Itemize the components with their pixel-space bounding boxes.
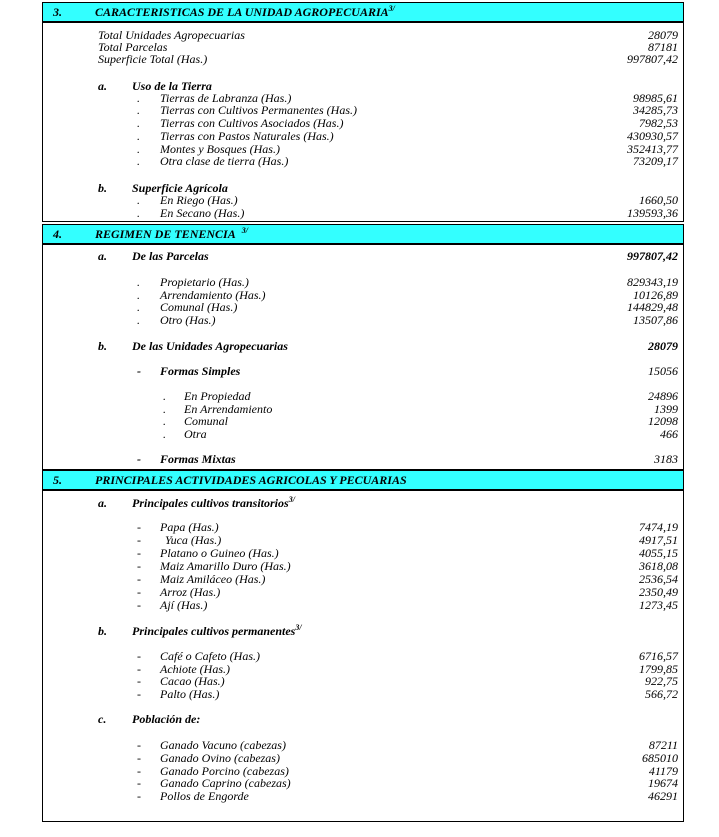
list-item-label: Montes y Bosques (Has.) [160,142,280,156]
list-item-value: 13507,86 [633,313,678,327]
list-dash: - [137,520,141,534]
list-item-value: 41179 [648,764,678,778]
list-item-label: Otra clase de tierra (Has.) [160,154,289,168]
list-item-label: Comunal [184,414,229,428]
list-item-label: Tierras con Pastos Naturales (Has.) [160,129,334,143]
list-item-label: Palto (Has.) [160,687,220,701]
permanentes-letter: b. [98,624,107,638]
list-bullet: . [137,300,140,314]
superficie-total-value: 997807,42 [627,52,678,66]
uso-tierra-title: Uso de la Tierra [132,79,212,93]
list-item-value: 430930,57 [627,129,678,143]
list-bullet: . [137,206,140,220]
list-item-value: 19674 [648,776,678,790]
list-dash: - [137,662,141,676]
transitorios-note: 3/ [288,495,295,504]
permanentes-title: Principales cultivos permanentes$^{3/}$ [132,623,302,638]
list-item-label: Maiz Amiláceo (Has.) [160,572,266,586]
list-item-value: 98985,61 [633,91,678,105]
list-dash: - [137,764,141,778]
list-item-value: 2350,49 [639,585,678,599]
list-item-value: 139593,36 [627,206,678,220]
list-item-label: Cacao (Has.) [160,674,225,688]
section-4-number: 4. [53,227,62,241]
list-bullet: . [137,288,140,302]
formas-simples-value: 15056 [648,364,678,378]
list-dash: - [137,585,141,599]
section-5-number: 5. [53,473,62,487]
list-bullet: . [137,91,140,105]
list-item-label: Achiote (Has.) [160,662,230,676]
section-4-note: 3/ [241,226,248,235]
list-dash: - [137,559,141,573]
list-item-label: Tierras con Cultivos Permanentes (Has.) [160,103,357,117]
list-item-value: 685010 [642,751,678,765]
list-bullet: . [137,193,140,207]
section-5-title: PRINCIPALES ACTIVIDADES AGRICOLAS Y PECUARIAS [95,473,407,487]
list-dash: - [137,674,141,688]
list-item-value: 12098 [648,414,678,428]
list-item-label: Ganado Porcino (cabezas) [160,764,289,778]
list-item-value: 466 [660,427,678,441]
list-item-value: 46291 [648,789,678,803]
list-dash: - [137,687,141,701]
list-dash: - [137,598,141,612]
list-dash: - [137,649,141,663]
list-item-value: 352413,77 [627,142,678,156]
list-bullet: . [137,116,140,130]
list-item-label: En Propiedad [184,389,251,403]
list-item-label: Arroz (Has.) [160,585,221,599]
section-3-number: 3. [53,5,62,19]
list-item-value: 24896 [648,389,678,403]
section-3-title: CARACTERISTICAS DE LA UNIDAD $AGROPECUARIA^{3/}$ [95,4,395,19]
list-item-label: Pollos de Engorde [160,789,249,803]
list-item-label: Ganado Vacuno (cabezas) [160,738,286,752]
unidades-letter: b. [98,339,107,353]
list-item-value: 73209,17 [633,154,678,168]
formas-simples-dash: - [137,364,141,378]
transitorios-letter: a. [98,496,107,510]
list-item-value: 7474,19 [639,520,678,534]
list-item-label: Arrendamiento (Has.) [160,288,266,302]
list-dash: - [137,546,141,560]
list-item-value: 566,72 [645,687,678,701]
list-bullet: . [163,389,166,403]
total-unidades-value: 28079 [648,28,678,42]
list-bullet: . [137,129,140,143]
formas-simples-title: Formas Simples [160,364,241,378]
list-item-value: 829343,19 [627,275,678,289]
list-bullet: . [137,154,140,168]
list-dash: - [137,738,141,752]
list-bullet: . [163,427,166,441]
list-bullet: . [137,275,140,289]
list-item-label: Propietario (Has.) [160,275,249,289]
list-item-value: 3618,08 [639,559,678,573]
section-4-title: REGIMEN DE TENENCIA $^{3/}$ [95,226,248,241]
list-item-label: Otro (Has.) [160,313,216,327]
list-bullet: . [137,142,140,156]
list-item-value: 34285,73 [633,103,678,117]
list-bullet: . [163,414,166,428]
superficie-agricola-title: Superficie Agrícola [132,181,228,195]
list-item-label: Papa (Has.) [160,520,219,534]
list-item-label: Tierras con Cultivos Asociados (Has.) [160,116,344,130]
section-4-header [42,224,684,244]
list-item-value: 4055,15 [639,546,678,560]
list-item-value: 87211 [648,738,678,752]
list-dash: - [137,533,141,547]
section-3-header [42,2,684,22]
uso-tierra-letter: a. [98,79,107,93]
list-item-label: Tierras de Labranza (Has.) [160,91,292,105]
formas-mixtas-value: 3183 [654,452,678,466]
list-item-label: En Riego (Has.) [160,193,238,207]
list-item-label: Café o Cafeto (Has.) [160,649,260,663]
formas-mixtas-title: Formas Mixtas [160,452,236,466]
transitorios-title: Principales cultivos transitorios$^{3/}$ [132,495,295,510]
list-item-label: Otra [184,427,207,441]
list-item-label: Platano o Guineo (Has.) [160,546,279,560]
parcelas-value: 997807,42 [627,249,678,263]
list-item-label: En Secano (Has.) [160,206,245,220]
parcelas-title: De las Parcelas [132,249,209,263]
list-item-value: 1799,85 [639,662,678,676]
list-item-value: 1273,45 [639,598,678,612]
unidades-value: 28079 [648,339,678,353]
total-parcelas-label: Total Parcelas [98,40,168,54]
parcelas-letter: a. [98,249,107,263]
list-item-label: Yuca (Has.) [165,533,222,547]
list-item-value: 10126,89 [633,288,678,302]
list-item-label: Comunal (Has.) [160,300,238,314]
list-item-value: 7982,53 [639,116,678,130]
permanentes-note: 3/ [295,623,302,632]
total-unidades-label: Total Unidades Agropecuarias [98,28,245,42]
total-parcelas-value: 87181 [648,40,678,54]
list-item-value: 6716,57 [639,649,678,663]
list-item-value: 2536,54 [639,572,678,586]
list-bullet: . [163,402,166,416]
formas-mixtas-dash: - [137,452,141,466]
poblacion-letter: c. [98,712,107,726]
list-item-label: Ají (Has.) [160,598,208,612]
section-5-header [42,470,684,490]
list-item-value: 922,75 [645,674,678,688]
list-item-label: En Arrendamiento [184,402,273,416]
list-dash: - [137,776,141,790]
list-dash: - [137,751,141,765]
unidades-title: De las Unidades Agropecuarias [132,339,288,353]
poblacion-title: Población de: [132,712,201,726]
list-dash: - [137,789,141,803]
list-item-label: Ganado Caprino (cabezas) [160,776,291,790]
list-item-value: 144829,48 [627,300,678,314]
list-bullet: . [137,103,140,117]
section-3-note: 3/ [388,4,395,13]
list-item-label: Maiz Amarillo Duro (Has.) [160,559,291,573]
list-item-label: Ganado Ovino (cabezas) [160,751,280,765]
list-item-value: 1399 [654,402,678,416]
list-item-value: 1660,50 [639,193,678,207]
list-bullet: . [137,313,140,327]
superficie-total-label: Superficie Total (Has.) [98,52,208,66]
list-item-value: 4917,51 [639,533,678,547]
superficie-agricola-letter: b. [98,181,107,195]
list-dash: - [137,572,141,586]
